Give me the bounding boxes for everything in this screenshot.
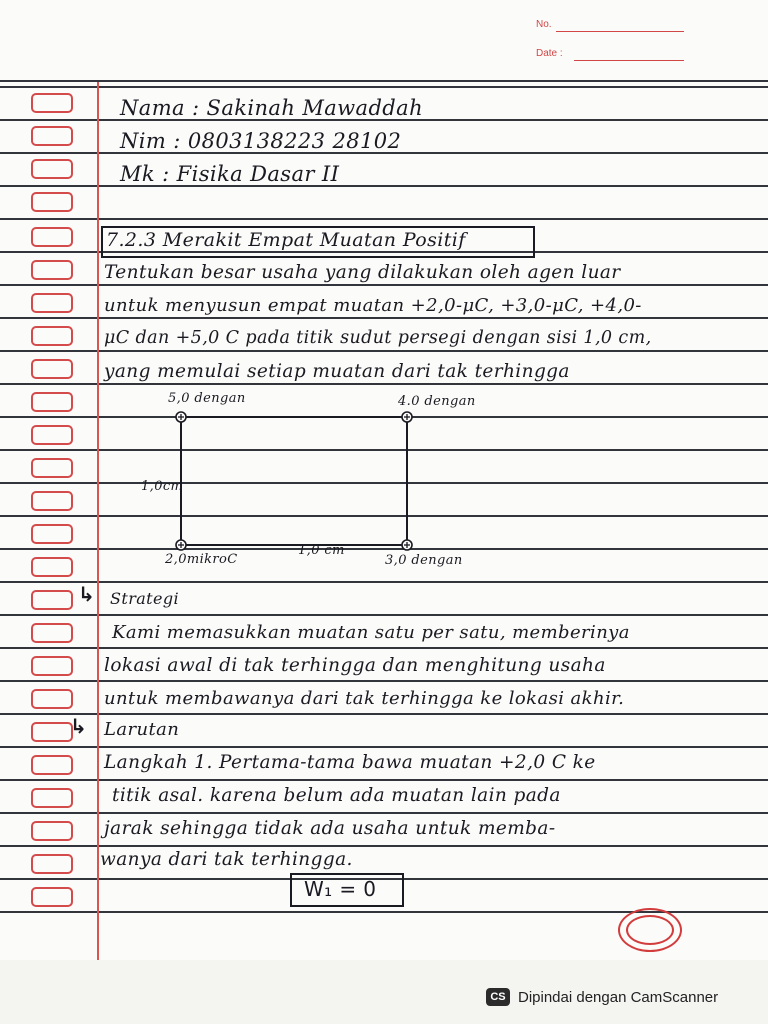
course-name: Mk : Fisika Dasar II xyxy=(120,162,340,186)
ruled-line xyxy=(0,812,768,814)
student-name: Nama : Sakinah Mawaddah xyxy=(120,96,423,120)
charge-marker-bottom-right xyxy=(402,540,412,550)
binder-ring xyxy=(31,192,73,212)
ruled-line xyxy=(0,713,768,715)
charge-label-bottom-left: 2,0mikroC xyxy=(165,552,238,567)
binder-ring xyxy=(31,821,73,841)
charge-marker-bottom-left xyxy=(176,540,186,550)
charge-label-bottom-right: 3,0 dengan xyxy=(385,553,463,568)
no-label: No. xyxy=(536,19,552,30)
binder-ring xyxy=(31,722,73,742)
binder-ring xyxy=(31,359,73,379)
section-title: 7.2.3 Merakit Empat Muatan Positif xyxy=(106,229,466,251)
ruled-line xyxy=(0,86,768,88)
date-line xyxy=(574,60,684,61)
ruled-line xyxy=(0,185,768,187)
solution-heading: Larutan xyxy=(104,719,180,740)
strategy-line: Kami memasukkan muatan satu per satu, memberinya xyxy=(112,622,630,643)
ruled-line xyxy=(0,284,768,286)
binder-ring xyxy=(31,126,73,146)
binder-ring xyxy=(31,326,73,346)
binder-ring xyxy=(31,458,73,478)
binder-ring xyxy=(31,293,73,313)
binder-ring xyxy=(31,788,73,808)
binder-ring xyxy=(31,93,73,113)
ruled-line xyxy=(0,80,768,82)
problem-line: untuk menyusun empat muatan +2,0-μC, +3,0-μC, +4,0- xyxy=(104,295,642,316)
ruled-line xyxy=(0,845,768,847)
result-formula: W₁ = 0 xyxy=(304,877,377,901)
margin-line xyxy=(97,82,99,960)
camscanner-watermark xyxy=(472,982,768,1012)
camscanner-logo-icon: CS xyxy=(486,988,510,1006)
solution-line: wanya dari tak terhingga. xyxy=(100,849,353,870)
ruled-line xyxy=(0,317,768,319)
ruled-line xyxy=(0,647,768,649)
problem-line: Tentukan besar usaha yang dilakukan oleh agen luar xyxy=(104,262,621,283)
solution-line: jarak sehingga tidak ada usaha untuk memba- xyxy=(104,818,556,839)
camscanner-text: Dipindai dengan CamScanner xyxy=(518,988,719,1006)
ruled-line xyxy=(0,680,768,682)
binder-ring xyxy=(31,260,73,280)
strategy-heading: Strategi xyxy=(110,589,180,608)
side-length-label-bottom: 1,0 cm xyxy=(298,543,345,558)
ruled-line xyxy=(0,581,768,583)
binder-ring xyxy=(31,557,73,577)
binder-ring xyxy=(31,590,73,610)
binder-ring xyxy=(31,227,73,247)
sidu-stamp-inner xyxy=(626,915,674,945)
charge-label-top-left: 5,0 dengan xyxy=(168,391,246,406)
charge-marker-top-left xyxy=(176,412,186,422)
ruled-line xyxy=(0,383,768,385)
binder-ring xyxy=(31,524,73,544)
square-outline xyxy=(181,417,407,545)
solution-line: Langkah 1. Pertama-tama bawa muatan +2,0 C ke xyxy=(104,752,596,773)
ruled-line xyxy=(0,614,768,616)
ruled-line xyxy=(0,350,768,352)
date-label: Date : xyxy=(536,48,563,59)
problem-line: yang memulai setiap muatan dari tak terhingga xyxy=(104,361,570,382)
charge-marker-top-right xyxy=(402,412,412,422)
strategy-line: lokasi awal di tak terhingga dan menghitung usaha xyxy=(104,655,606,676)
binder-ring xyxy=(31,491,73,511)
ruled-line xyxy=(0,746,768,748)
binder-ring xyxy=(31,887,73,907)
binder-ring xyxy=(31,689,73,709)
arrow-bullet-icon: ↳ xyxy=(70,714,87,738)
side-length-label-left: 1,0cm xyxy=(141,479,184,494)
binder-ring xyxy=(31,755,73,775)
sidu-stamp xyxy=(618,908,682,952)
binder-ring xyxy=(31,656,73,676)
ruled-line xyxy=(0,218,768,220)
problem-line: μC dan +5,0 C pada titik sudut persegi dengan sisi 1,0 cm, xyxy=(104,328,652,348)
binder-ring xyxy=(31,392,73,412)
binder-ring xyxy=(31,854,73,874)
ruled-line xyxy=(0,779,768,781)
charge-label-top-right: 4.0 dengan xyxy=(398,394,476,409)
no-line xyxy=(556,31,684,32)
strategy-line: untuk membawanya dari tak terhingga ke lokasi akhir. xyxy=(104,688,625,709)
square-diagram xyxy=(170,405,420,555)
binder-ring xyxy=(31,623,73,643)
arrow-bullet-icon: ↳ xyxy=(78,582,95,606)
solution-line: titik asal. karena belum ada muatan lain pada xyxy=(112,785,561,806)
student-nim: Nim : 0803138223 28102 xyxy=(120,129,402,153)
binder-ring xyxy=(31,159,73,179)
binder-ring xyxy=(31,425,73,445)
